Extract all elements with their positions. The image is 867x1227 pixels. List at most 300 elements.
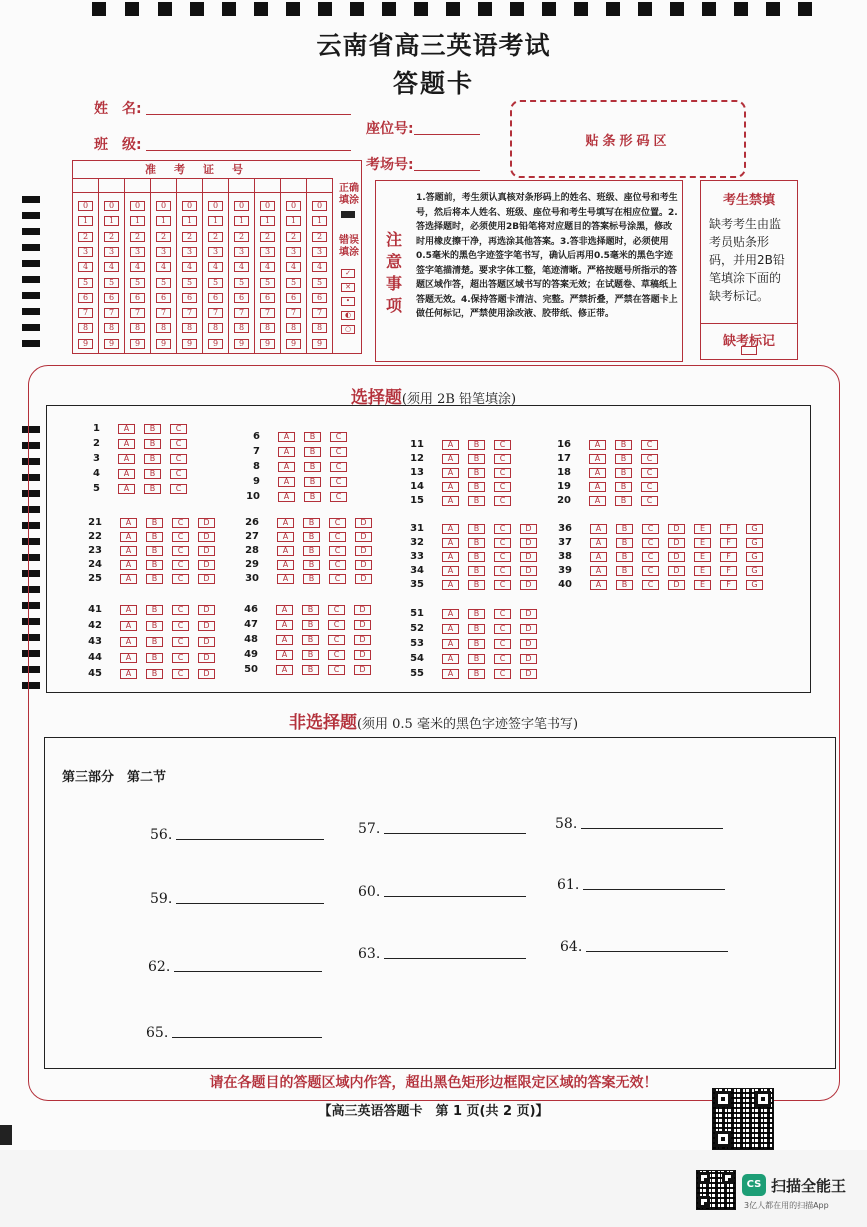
option-bubble-c[interactable]: C (642, 580, 659, 590)
option-bubble-b[interactable]: B (616, 538, 633, 548)
option-bubble-d[interactable]: D (520, 654, 537, 664)
answer-blank[interactable] (557, 873, 725, 893)
admission-digit-bubble[interactable]: 1 (312, 216, 327, 226)
blank-line[interactable] (583, 889, 725, 890)
admission-digit-bubble[interactable]: 6 (312, 293, 327, 303)
option-bubble-b[interactable]: B (144, 439, 161, 449)
admission-digit-bubble[interactable]: 2 (260, 232, 275, 242)
option-bubble-c[interactable]: C (172, 532, 189, 542)
option-bubble-b[interactable]: B (146, 669, 163, 679)
option-bubble-b[interactable]: B (144, 484, 161, 494)
option-bubble-c[interactable]: C (494, 669, 511, 679)
admission-digit-bubble[interactable]: 5 (182, 278, 197, 288)
admission-digit-bubble[interactable]: 7 (182, 308, 197, 318)
blank-line[interactable] (174, 971, 322, 972)
option-bubble-c[interactable]: C (172, 574, 189, 584)
option-bubble-b[interactable]: B (303, 518, 320, 528)
admission-digit-bubble[interactable]: 0 (130, 201, 145, 211)
admission-digit-bubble[interactable]: 7 (78, 308, 93, 318)
admission-digit-bubble[interactable]: 2 (182, 232, 197, 242)
option-bubble-c[interactable]: C (494, 566, 511, 576)
admission-digit-bubble[interactable]: 3 (104, 247, 119, 257)
option-bubble-c[interactable]: C (172, 653, 189, 663)
option-bubble-b[interactable]: B (468, 609, 485, 619)
option-bubble-f[interactable]: F (720, 552, 737, 562)
option-bubble-c[interactable]: C (170, 424, 187, 434)
option-bubble-b[interactable]: B (304, 462, 321, 472)
option-bubble-c[interactable]: C (494, 440, 511, 450)
admission-digit-bubble[interactable]: 2 (312, 232, 327, 242)
option-bubble-b[interactable]: B (146, 574, 163, 584)
admission-digit-bubble[interactable]: 1 (182, 216, 197, 226)
option-bubble-a[interactable]: A (278, 432, 295, 442)
option-bubble-d[interactable]: D (668, 524, 685, 534)
option-bubble-b[interactable]: B (144, 424, 161, 434)
option-bubble-b[interactable]: B (146, 621, 163, 631)
admission-digit-bubble[interactable]: 4 (286, 262, 301, 272)
option-bubble-d[interactable]: D (198, 669, 215, 679)
option-bubble-g[interactable]: G (746, 580, 763, 590)
option-bubble-a[interactable]: A (276, 620, 293, 630)
admission-digit-bubble[interactable]: 3 (156, 247, 171, 257)
option-bubble-d[interactable]: D (198, 605, 215, 615)
option-bubble-b[interactable]: B (303, 532, 320, 542)
option-bubble-b[interactable]: B (616, 566, 633, 576)
option-bubble-c[interactable]: C (494, 538, 511, 548)
admission-digit-bubble[interactable]: 8 (78, 323, 93, 333)
admission-digit-bubble[interactable]: 5 (260, 278, 275, 288)
option-bubble-c[interactable]: C (172, 560, 189, 570)
option-bubble-c[interactable]: C (329, 560, 346, 570)
option-bubble-d[interactable]: D (520, 566, 537, 576)
admission-digit-bubble[interactable]: 5 (130, 278, 145, 288)
blank-line[interactable] (172, 1037, 322, 1038)
option-bubble-c[interactable]: C (494, 609, 511, 619)
option-bubble-b[interactable]: B (468, 454, 485, 464)
option-bubble-c[interactable]: C (172, 637, 189, 647)
admission-digit-bubble[interactable]: 9 (130, 339, 145, 349)
option-bubble-c[interactable]: C (641, 440, 658, 450)
admission-digit-bubble[interactable]: 3 (234, 247, 249, 257)
option-bubble-b[interactable]: B (616, 580, 633, 590)
admission-digit-bubble[interactable]: 4 (260, 262, 275, 272)
admission-digit-bubble[interactable]: 4 (182, 262, 197, 272)
option-bubble-d[interactable]: D (355, 560, 372, 570)
option-bubble-a[interactable]: A (590, 538, 607, 548)
option-bubble-a[interactable]: A (120, 621, 137, 631)
option-bubble-e[interactable]: E (694, 580, 711, 590)
option-bubble-b[interactable]: B (302, 605, 319, 615)
option-bubble-a[interactable]: A (277, 546, 294, 556)
option-bubble-c[interactable]: C (172, 605, 189, 615)
blank-line[interactable] (581, 828, 723, 829)
admission-digit-bubble[interactable]: 3 (286, 247, 301, 257)
option-bubble-d[interactable]: D (355, 518, 372, 528)
admission-digit-bubble[interactable]: 5 (78, 278, 93, 288)
option-bubble-b[interactable]: B (146, 653, 163, 663)
option-bubble-e[interactable]: E (694, 524, 711, 534)
option-bubble-a[interactable]: A (277, 574, 294, 584)
option-bubble-c[interactable]: C (494, 580, 511, 590)
admission-digit-bubble[interactable]: 3 (78, 247, 93, 257)
option-bubble-d[interactable]: D (520, 624, 537, 634)
option-bubble-d[interactable]: D (520, 609, 537, 619)
option-bubble-g[interactable]: G (746, 538, 763, 548)
option-bubble-b[interactable]: B (468, 639, 485, 649)
option-bubble-f[interactable]: F (720, 566, 737, 576)
admission-digit-bubble[interactable]: 6 (182, 293, 197, 303)
option-bubble-c[interactable]: C (642, 538, 659, 548)
option-bubble-d[interactable]: D (354, 635, 371, 645)
option-bubble-a[interactable]: A (442, 496, 459, 506)
admission-digit-bubble[interactable]: 6 (208, 293, 223, 303)
admission-digit-bubble[interactable]: 7 (104, 308, 119, 318)
option-bubble-d[interactable]: D (198, 546, 215, 556)
option-bubble-c[interactable]: C (494, 654, 511, 664)
option-bubble-c[interactable]: C (328, 650, 345, 660)
option-bubble-d[interactable]: D (354, 665, 371, 675)
option-bubble-a[interactable]: A (278, 492, 295, 502)
option-bubble-a[interactable]: A (277, 518, 294, 528)
option-bubble-a[interactable]: A (589, 496, 606, 506)
option-bubble-f[interactable]: F (720, 524, 737, 534)
admission-digit-bubble[interactable]: 9 (156, 339, 171, 349)
blank-line[interactable] (176, 839, 324, 840)
option-bubble-a[interactable]: A (589, 482, 606, 492)
option-bubble-c[interactable]: C (328, 665, 345, 675)
option-bubble-c[interactable]: C (330, 462, 347, 472)
option-bubble-b[interactable]: B (615, 468, 632, 478)
option-bubble-b[interactable]: B (468, 624, 485, 634)
option-bubble-d[interactable]: D (520, 552, 537, 562)
option-bubble-a[interactable]: A (120, 518, 137, 528)
admission-digit-bubble[interactable]: 3 (130, 247, 145, 257)
option-bubble-d[interactable]: D (198, 532, 215, 542)
option-bubble-d[interactable]: D (520, 580, 537, 590)
option-bubble-d[interactable]: D (520, 639, 537, 649)
option-bubble-a[interactable]: A (120, 560, 137, 570)
admission-digit-bubble[interactable]: 8 (156, 323, 171, 333)
option-bubble-b[interactable]: B (615, 440, 632, 450)
option-bubble-c[interactable]: C (494, 496, 511, 506)
admission-digit-bubble[interactable]: 1 (78, 216, 93, 226)
option-bubble-b[interactable]: B (468, 654, 485, 664)
admission-digit-bubble[interactable]: 4 (156, 262, 171, 272)
admission-digit-bubble[interactable]: 9 (208, 339, 223, 349)
admission-digit-bubble[interactable]: 3 (260, 247, 275, 257)
option-bubble-b[interactable]: B (303, 574, 320, 584)
option-bubble-f[interactable]: F (720, 538, 737, 548)
option-bubble-a[interactable]: A (442, 580, 459, 590)
admission-digit-bubble[interactable]: 4 (208, 262, 223, 272)
option-bubble-c[interactable]: C (329, 518, 346, 528)
option-bubble-b[interactable]: B (468, 496, 485, 506)
admission-digit-bubble[interactable]: 8 (182, 323, 197, 333)
option-bubble-a[interactable]: A (442, 566, 459, 576)
option-bubble-a[interactable]: A (278, 462, 295, 472)
option-bubble-a[interactable]: A (442, 454, 459, 464)
admission-digit-bubble[interactable]: 0 (208, 201, 223, 211)
option-bubble-b[interactable]: B (146, 605, 163, 615)
option-bubble-g[interactable]: G (746, 566, 763, 576)
option-bubble-c[interactable]: C (329, 532, 346, 542)
option-bubble-a[interactable]: A (120, 546, 137, 556)
option-bubble-b[interactable]: B (302, 665, 319, 675)
option-bubble-a[interactable]: A (442, 440, 459, 450)
option-bubble-d[interactable]: D (355, 546, 372, 556)
blank-line[interactable] (384, 896, 526, 897)
admission-digit-bubble[interactable]: 4 (234, 262, 249, 272)
option-bubble-a[interactable]: A (442, 524, 459, 534)
admission-digit-bubble[interactable]: 8 (260, 323, 275, 333)
admission-digit-bubble[interactable]: 7 (156, 308, 171, 318)
option-bubble-a[interactable]: A (276, 665, 293, 675)
admission-digit-bubble[interactable]: 1 (104, 216, 119, 226)
option-bubble-b[interactable]: B (303, 560, 320, 570)
option-bubble-b[interactable]: B (468, 566, 485, 576)
admission-digit-bubble[interactable]: 2 (208, 232, 223, 242)
option-bubble-b[interactable]: B (615, 454, 632, 464)
option-bubble-a[interactable]: A (277, 532, 294, 542)
seat-field[interactable] (414, 134, 480, 135)
admission-digit-bubble[interactable]: 5 (312, 278, 327, 288)
option-bubble-c[interactable]: C (172, 546, 189, 556)
option-bubble-a[interactable]: A (118, 424, 135, 434)
admission-digit-bubble[interactable]: 4 (104, 262, 119, 272)
admission-digit-bubble[interactable]: 3 (182, 247, 197, 257)
option-bubble-b[interactable]: B (468, 440, 485, 450)
option-bubble-g[interactable]: G (746, 524, 763, 534)
admission-digit-bubble[interactable]: 6 (286, 293, 301, 303)
admission-digit-bubble[interactable]: 8 (286, 323, 301, 333)
admission-digit-bubble[interactable]: 7 (208, 308, 223, 318)
option-bubble-d[interactable]: D (520, 538, 537, 548)
option-bubble-d[interactable]: D (354, 620, 371, 630)
admission-digit-bubble[interactable]: 2 (104, 232, 119, 242)
option-bubble-d[interactable]: D (198, 560, 215, 570)
option-bubble-b[interactable]: B (146, 637, 163, 647)
option-bubble-d[interactable]: D (668, 552, 685, 562)
admission-digit-bubble[interactable]: 0 (156, 201, 171, 211)
option-bubble-d[interactable]: D (198, 621, 215, 631)
option-bubble-c[interactable]: C (641, 482, 658, 492)
option-bubble-b[interactable]: B (615, 496, 632, 506)
admission-digit-bubble[interactable]: 5 (104, 278, 119, 288)
admission-digit-bubble[interactable]: 4 (312, 262, 327, 272)
option-bubble-a[interactable]: A (120, 605, 137, 615)
admission-digit-bubble[interactable]: 9 (260, 339, 275, 349)
option-bubble-c[interactable]: C (172, 518, 189, 528)
option-bubble-c[interactable]: C (494, 482, 511, 492)
option-bubble-a[interactable]: A (120, 637, 137, 647)
option-bubble-d[interactable]: D (668, 566, 685, 576)
option-bubble-b[interactable]: B (468, 580, 485, 590)
option-bubble-a[interactable]: A (442, 482, 459, 492)
option-bubble-c[interactable]: C (494, 454, 511, 464)
admission-digit-bubble[interactable]: 6 (156, 293, 171, 303)
option-bubble-c[interactable]: C (330, 477, 347, 487)
option-bubble-a[interactable]: A (118, 439, 135, 449)
option-bubble-d[interactable]: D (355, 574, 372, 584)
name-field[interactable] (146, 114, 351, 115)
option-bubble-b[interactable]: B (144, 469, 161, 479)
admission-digit-bubble[interactable]: 2 (156, 232, 171, 242)
admission-digit-bubble[interactable]: 0 (286, 201, 301, 211)
option-bubble-a[interactable]: A (278, 447, 295, 457)
admission-digit-bubble[interactable]: 0 (104, 201, 119, 211)
admission-digit-bubble[interactable]: 1 (234, 216, 249, 226)
option-bubble-d[interactable]: D (198, 574, 215, 584)
admission-digit-bubble[interactable]: 1 (260, 216, 275, 226)
option-bubble-a[interactable]: A (589, 454, 606, 464)
answer-blank[interactable] (148, 955, 322, 975)
option-bubble-b[interactable]: B (302, 650, 319, 660)
option-bubble-c[interactable]: C (494, 552, 511, 562)
option-bubble-b[interactable]: B (303, 546, 320, 556)
answer-blank[interactable] (358, 942, 526, 962)
option-bubble-g[interactable]: G (746, 552, 763, 562)
option-bubble-b[interactable]: B (468, 482, 485, 492)
admission-digit-bubble[interactable]: 1 (130, 216, 145, 226)
option-bubble-c[interactable]: C (170, 454, 187, 464)
admission-digit-bubble[interactable]: 9 (312, 339, 327, 349)
admission-digit-bubble[interactable]: 5 (286, 278, 301, 288)
admission-digit-bubble[interactable]: 6 (78, 293, 93, 303)
option-bubble-a[interactable]: A (276, 650, 293, 660)
option-bubble-b[interactable]: B (144, 454, 161, 464)
admission-digit-bubble[interactable]: 3 (208, 247, 223, 257)
absent-mark-bubble[interactable] (741, 346, 757, 355)
option-bubble-a[interactable]: A (118, 484, 135, 494)
option-bubble-c[interactable]: C (329, 546, 346, 556)
option-bubble-c[interactable]: C (330, 492, 347, 502)
option-bubble-d[interactable]: D (198, 637, 215, 647)
admission-digit-bubble[interactable]: 1 (208, 216, 223, 226)
option-bubble-c[interactable]: C (494, 624, 511, 634)
option-bubble-c[interactable]: C (170, 439, 187, 449)
option-bubble-a[interactable]: A (442, 538, 459, 548)
option-bubble-a[interactable]: A (276, 635, 293, 645)
option-bubble-a[interactable]: A (589, 468, 606, 478)
admission-digit-bubble[interactable]: 9 (234, 339, 249, 349)
option-bubble-b[interactable]: B (468, 669, 485, 679)
option-bubble-a[interactable]: A (118, 454, 135, 464)
admission-digit-bubble[interactable]: 6 (260, 293, 275, 303)
admission-digit-bubble[interactable]: 6 (234, 293, 249, 303)
option-bubble-c[interactable]: C (330, 447, 347, 457)
option-bubble-b[interactable]: B (616, 524, 633, 534)
option-bubble-d[interactable]: D (520, 669, 537, 679)
option-bubble-c[interactable]: C (330, 432, 347, 442)
admission-digit-bubble[interactable]: 0 (78, 201, 93, 211)
option-bubble-b[interactable]: B (468, 538, 485, 548)
option-bubble-b[interactable]: B (146, 518, 163, 528)
option-bubble-e[interactable]: E (694, 552, 711, 562)
option-bubble-c[interactable]: C (641, 468, 658, 478)
option-bubble-b[interactable]: B (302, 635, 319, 645)
option-bubble-a[interactable]: A (442, 468, 459, 478)
option-bubble-b[interactable]: B (146, 546, 163, 556)
admission-digit-bubble[interactable]: 9 (78, 339, 93, 349)
option-bubble-a[interactable]: A (590, 566, 607, 576)
option-bubble-a[interactable]: A (120, 532, 137, 542)
admission-digit-bubble[interactable]: 2 (78, 232, 93, 242)
option-bubble-d[interactable]: D (520, 524, 537, 534)
option-bubble-b[interactable]: B (615, 482, 632, 492)
admission-digit-bubble[interactable]: 5 (156, 278, 171, 288)
admission-digit-bubble[interactable]: 4 (78, 262, 93, 272)
admission-digit-bubble[interactable]: 2 (234, 232, 249, 242)
admission-digit-bubble[interactable]: 7 (312, 308, 327, 318)
admission-digit-bubble[interactable]: 0 (312, 201, 327, 211)
option-bubble-a[interactable]: A (442, 669, 459, 679)
answer-blank[interactable] (150, 887, 324, 907)
answer-blank[interactable] (560, 935, 728, 955)
admission-digit-bubble[interactable]: 9 (104, 339, 119, 349)
option-bubble-a[interactable]: A (278, 477, 295, 487)
admission-digit-bubble[interactable]: 1 (156, 216, 171, 226)
admission-digit-bubble[interactable]: 8 (234, 323, 249, 333)
admission-digit-bubble[interactable]: 6 (130, 293, 145, 303)
option-bubble-d[interactable]: D (354, 605, 371, 615)
blank-line[interactable] (384, 833, 526, 834)
option-bubble-a[interactable]: A (589, 440, 606, 450)
option-bubble-a[interactable]: A (590, 524, 607, 534)
class-field[interactable] (146, 150, 351, 151)
option-bubble-b[interactable]: B (304, 447, 321, 457)
admission-digit-bubble[interactable]: 7 (260, 308, 275, 318)
option-bubble-c[interactable]: C (642, 552, 659, 562)
admission-digit-bubble[interactable]: 0 (260, 201, 275, 211)
option-bubble-a[interactable]: A (120, 653, 137, 663)
option-bubble-b[interactable]: B (304, 432, 321, 442)
admission-digit-bubble[interactable]: 3 (312, 247, 327, 257)
option-bubble-c[interactable]: C (172, 621, 189, 631)
admission-digit-bubble[interactable]: 2 (130, 232, 145, 242)
option-bubble-b[interactable]: B (146, 560, 163, 570)
blank-line[interactable] (176, 903, 324, 904)
option-bubble-b[interactable]: B (468, 524, 485, 534)
admission-digit-bubble[interactable]: 6 (104, 293, 119, 303)
option-bubble-c[interactable]: C (642, 566, 659, 576)
admission-digit-bubble[interactable]: 1 (286, 216, 301, 226)
option-bubble-a[interactable]: A (590, 552, 607, 562)
option-bubble-a[interactable]: A (118, 469, 135, 479)
option-bubble-b[interactable]: B (304, 492, 321, 502)
admission-digit-bubble[interactable]: 7 (234, 308, 249, 318)
option-bubble-c[interactable]: C (641, 454, 658, 464)
option-bubble-c[interactable]: C (172, 669, 189, 679)
option-bubble-c[interactable]: C (642, 524, 659, 534)
option-bubble-c[interactable]: C (494, 639, 511, 649)
option-bubble-e[interactable]: E (694, 538, 711, 548)
option-bubble-a[interactable]: A (442, 609, 459, 619)
option-bubble-b[interactable]: B (468, 552, 485, 562)
answer-blank[interactable] (150, 823, 324, 843)
option-bubble-c[interactable]: C (329, 574, 346, 584)
admission-digit-bubble[interactable]: 5 (208, 278, 223, 288)
option-bubble-b[interactable]: B (146, 532, 163, 542)
option-bubble-b[interactable]: B (468, 468, 485, 478)
room-field[interactable] (414, 170, 480, 171)
option-bubble-d[interactable]: D (198, 653, 215, 663)
option-bubble-d[interactable]: D (198, 518, 215, 528)
option-bubble-b[interactable]: B (616, 552, 633, 562)
option-bubble-a[interactable]: A (442, 639, 459, 649)
option-bubble-d[interactable]: D (668, 580, 685, 590)
option-bubble-a[interactable]: A (442, 654, 459, 664)
option-bubble-d[interactable]: D (668, 538, 685, 548)
